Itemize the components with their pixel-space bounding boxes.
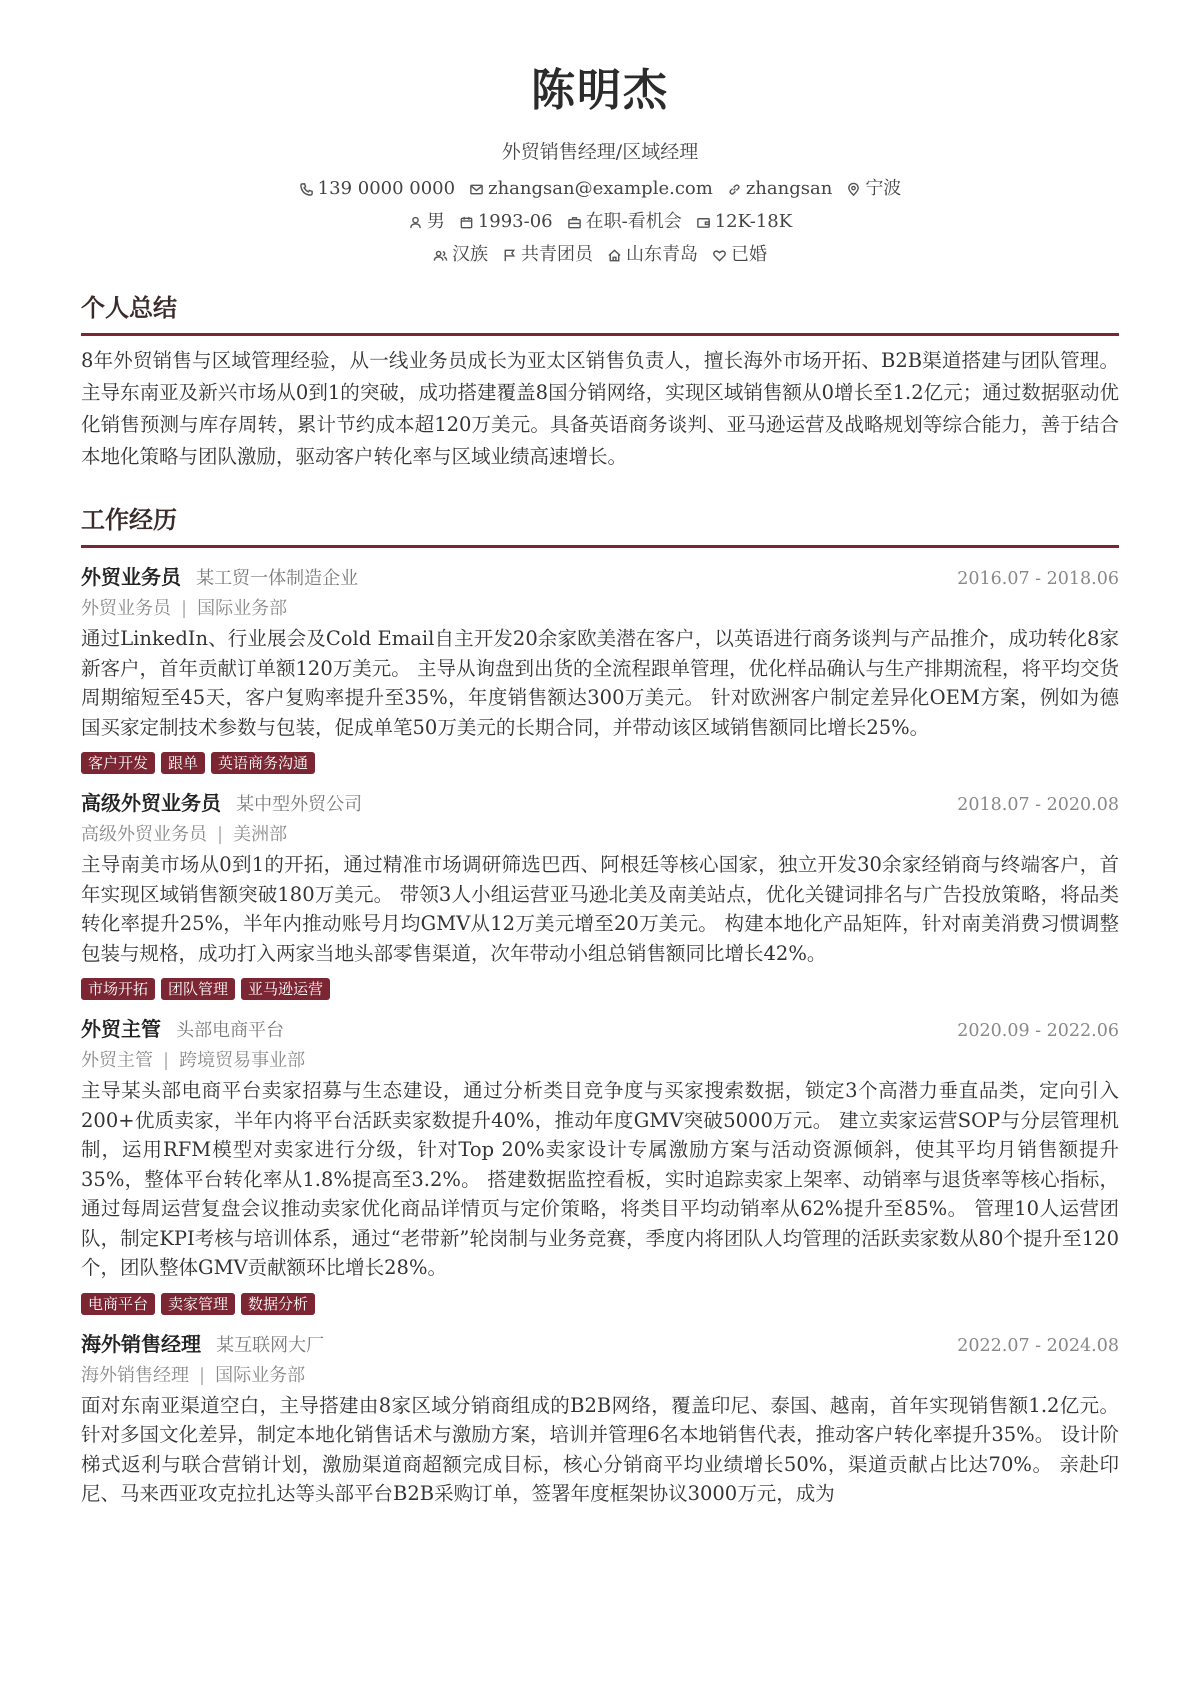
people-icon — [433, 248, 448, 263]
job-tags — [81, 978, 1119, 1000]
briefcase-icon — [567, 215, 582, 230]
location-text: 宁波 — [865, 178, 902, 199]
marital-item — [712, 243, 767, 267]
skill-tag: 市场开拓 — [81, 978, 155, 1000]
job-subline — [81, 1046, 1119, 1076]
gender-item — [408, 210, 445, 234]
skill-tag: 英语商务沟通 — [211, 752, 315, 774]
email-text: zhangsan@example.com — [488, 178, 713, 199]
job-subline — [81, 1361, 1119, 1391]
skill-tag: 团队管理 — [161, 978, 235, 1000]
heart-icon — [712, 248, 727, 263]
job-dept: 美洲部 — [233, 824, 288, 845]
job-role: 外贸业务员 — [81, 598, 171, 619]
job-role: 高级外贸业务员 — [81, 824, 207, 845]
job-tags — [81, 1293, 1119, 1315]
phone-text: 139 0000 0000 — [317, 178, 456, 199]
contact-row — [81, 177, 1119, 201]
job-subline — [81, 820, 1119, 850]
job-date: 2016.07 - 2018.06 — [957, 569, 1119, 589]
flag-icon — [502, 248, 517, 263]
phone-item — [299, 177, 455, 201]
job-title: 海外销售经理 — [81, 1331, 201, 1356]
hometown-item — [607, 243, 698, 267]
job-header — [81, 1014, 1119, 1046]
job-header — [81, 562, 1119, 594]
job-entry — [81, 1329, 1119, 1509]
job-target: 外贸销售经理/区域经理 — [501, 141, 699, 163]
user-icon — [408, 215, 423, 230]
job-header — [81, 1329, 1119, 1361]
location-item — [846, 177, 901, 201]
section-title-summary: 个人总结 — [81, 291, 1119, 336]
job-role: 外贸主管 — [81, 1050, 153, 1071]
job-role: 海外销售经理 — [81, 1364, 189, 1386]
wallet-icon — [696, 215, 711, 230]
profile-text: zhangsan — [745, 178, 833, 199]
skill-tag: 亚马逊运营 — [241, 978, 330, 1000]
divider: | — [199, 1364, 206, 1386]
job-company: 某互联网大厂 — [216, 1334, 325, 1356]
job-tags — [81, 752, 1119, 774]
political-text: 共青团员 — [521, 244, 593, 265]
job-title: 高级外贸业务员 — [81, 791, 221, 815]
job-company: 某工贸一体制造企业 — [196, 568, 359, 589]
job-dept: 国际业务部 — [197, 598, 288, 619]
calendar-icon — [459, 215, 474, 230]
location-icon — [846, 182, 861, 197]
birth-text: 1993-06 — [477, 211, 553, 232]
job-entry — [81, 788, 1119, 1000]
phone-icon — [299, 182, 314, 197]
divider: | — [163, 1050, 170, 1071]
political-item — [502, 243, 593, 267]
personal-row — [81, 243, 1119, 267]
job-description: 主导南美市场从0到1的开拓，通过精准市场调研筛选巴西、阿根廷等核心国家，独立开发30余家经销商与终端客户，首年实现区域销售额突破180万美元。 带领3人小组运营亚马逊北美及南美站点，优化关键词排名与广告投放策略，将品类转化率提升25%，半年内推动账号月均GMV从12万美元增至20万美元。 构建本地化产品矩阵，针对南美消费习惯调整包装与规格，成功打入两家当地头部零售渠道，次年带动小组总销售额同比增长42%。 — [81, 853, 1119, 965]
skill-tag: 数据分析 — [241, 1293, 315, 1315]
job-date: 2020.09 - 2022.06 — [957, 1021, 1119, 1041]
salary-text: 12K-18K — [714, 211, 793, 232]
status-item — [567, 210, 682, 234]
job-date: 2022.07 - 2024.08 — [957, 1335, 1119, 1356]
salary-item — [696, 210, 792, 234]
section-title-work: 工作经历 — [81, 503, 1119, 548]
job-date: 2018.07 - 2020.08 — [957, 795, 1119, 815]
summary-text: 8年外贸销售与区域管理经验，从一线业务员成长为亚太区销售负责人，擅长海外市场开拓、B2B渠道搭建与团队管理。主导东南亚及新兴市场从0到1的突破，成功搭建覆盖8国分销网络，实现区域销售额从0增长至1.2亿元；通过数据驱动优化销售预测与库存周转，累计节约成本超120万美元。具备英语商务谈判、亚马逊运营及战略规划等综合能力，善于结合本地化策略与团队激励，驱动客户转化率与区域业绩高速增长。 — [81, 349, 1119, 468]
skill-tag: 卖家管理 — [161, 1293, 235, 1315]
link-icon — [727, 182, 742, 197]
job-company: 头部电商平台 — [176, 1020, 285, 1041]
job-subline — [81, 594, 1119, 624]
birth-item — [459, 210, 553, 234]
home-icon — [607, 248, 622, 263]
details-row — [81, 210, 1119, 234]
job-title: 外贸业务员 — [81, 565, 181, 589]
ethnicity-text: 汉族 — [452, 244, 488, 265]
gender-text: 男 — [426, 211, 445, 232]
marital-text: 已婚 — [731, 244, 767, 265]
job-header — [81, 788, 1119, 820]
email-item[interactable] — [469, 177, 713, 201]
job-entry — [81, 1014, 1119, 1315]
divider: | — [217, 824, 224, 845]
mail-icon — [469, 182, 484, 197]
job-description: 主导某头部电商平台卖家招募与生态建设，通过分析类目竞争度与买家搜索数据，锁定3个高潜力垂直品类，定向引入200+优质卖家，半年内将平台活跃卖家数提升40%，推动年度GMV突破5000万元。 建立卖家运营SOP与分层管理机制，运用RFM模型对卖家进行分级，针对Top 20%卖家设计专属激励方案与活动资源倾斜，使其平均月销售额提升35%，整体平台转化率从1.8%提高至3.2%。 搭建数据监控看板，实时追踪卖家上架率、动销率与退货率等核心指标，通过每周运营复盘会议推动卖家优化商品详情页与定价策略，将类目平均动销率从62%提升至85%。 管理10人运营团队，制定KPI考核与培训体系，通过“老带新”轮岗制与业务竞赛，季度内将团队人均管理的活跃卖家数从80个提升至120个，团队整体GMV贡献额环比增长28%。 — [81, 1079, 1119, 1279]
divider: | — [181, 598, 188, 619]
candidate-name: 陈明杰 — [531, 65, 669, 116]
job-description: 面对东南亚渠道空白，主导搭建由8家区域分销商组成的B2B网络，覆盖印尼、泰国、越南，首年实现销售额1.2亿元。 针对多国文化差异，制定本地化销售话术与激励方案，培训并管理6名本地销售代表，推动客户转化率提升35%。 设计阶梯式返利与联合营销计划，激励渠道商超额完成目标，核心分销商平均业绩增长50%，渠道贡献占比达70%。 亲赴印尼、马来西亚攻克拉扎达等头部平台B2B采购订单，签署年度框架协议3000万元，成为 — [81, 1393, 1119, 1505]
status-text: 在职-看机会 — [585, 211, 682, 232]
skill-tag: 电商平台 — [81, 1293, 155, 1315]
job-dept: 国际业务部 — [215, 1364, 306, 1386]
job-entry — [81, 562, 1119, 774]
job-dept: 跨境贸易事业部 — [179, 1050, 306, 1071]
ethnicity-item — [433, 243, 488, 267]
job-company: 某中型外贸公司 — [236, 794, 363, 815]
job-description: 通过LinkedIn、行业展会及Cold Email自主开发20余家欧美潜在客户，以英语进行商务谈判与产品推介，成功转化8家新客户，首年贡献订单额120万美元。 主导从询盘到出货的全流程跟单管理，优化样品确认与生产排期流程，将平均交货周期缩短至45天，客户复购率提升至35%，年度销售额达300万美元。 针对欧洲客户制定差异化OEM方案，例如为德国买家定制技术参数与包装，促成单笔50万美元的长期合同，并带动该区域销售额同比增长25%。 — [81, 627, 1119, 739]
skill-tag: 跟单 — [161, 752, 205, 774]
profile-link-item[interactable] — [727, 177, 832, 201]
hometown-text: 山东青岛 — [626, 244, 698, 265]
skill-tag: 客户开发 — [81, 752, 155, 774]
job-title: 外贸主管 — [81, 1017, 161, 1041]
